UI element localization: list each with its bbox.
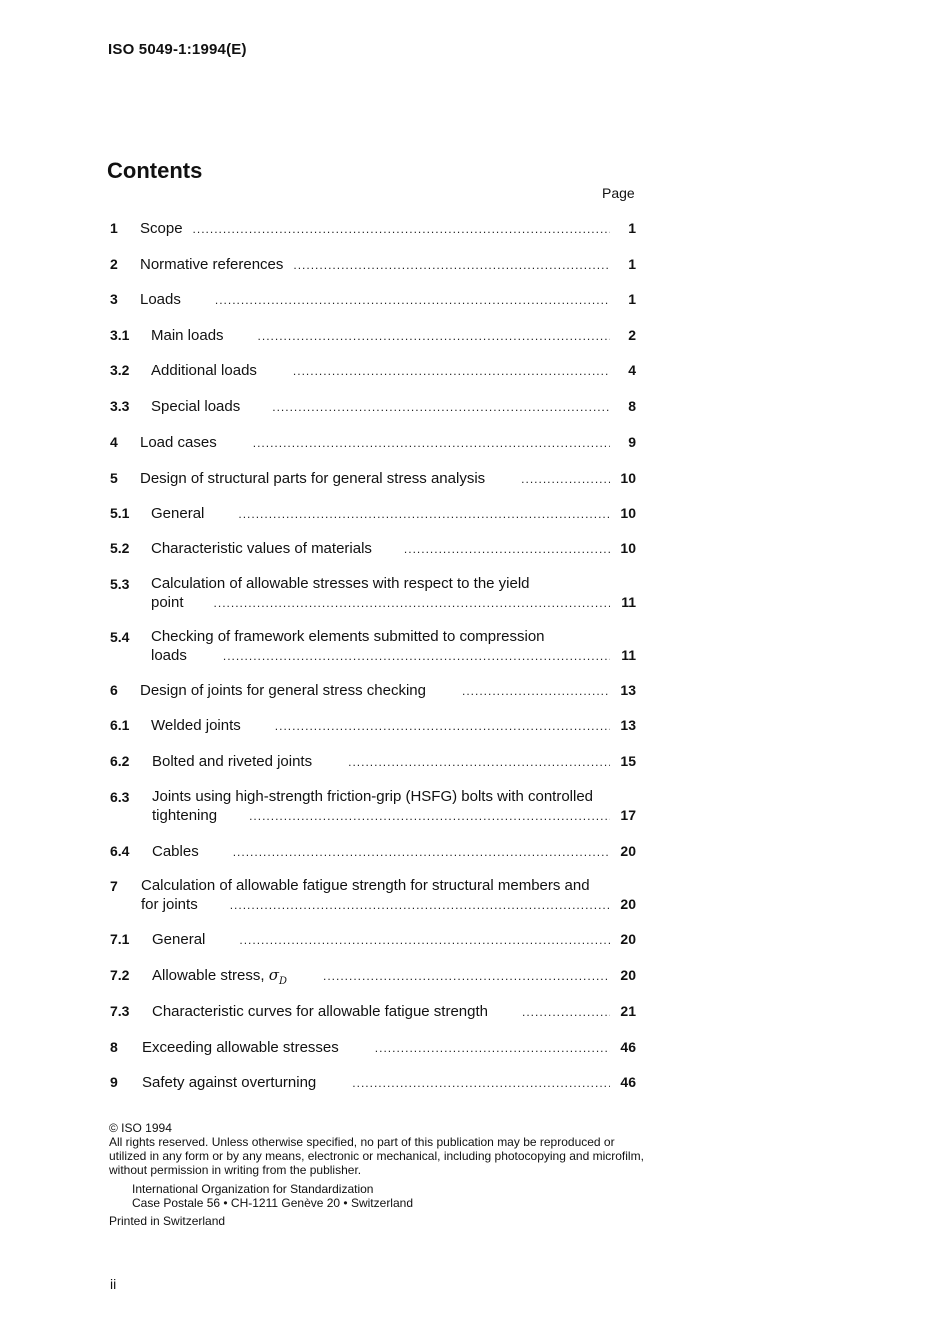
toc-entry-2[interactable] [110, 255, 636, 274]
document-id: ISO 5049-1:1994(E) [108, 41, 247, 58]
toc-entry-number: 6.2 [110, 753, 130, 769]
toc-entry-title: General [151, 505, 205, 522]
leader-dots [522, 1003, 610, 1021]
toc-entry-1[interactable] [110, 219, 636, 238]
toc-entry-page: 1 [628, 220, 636, 236]
toc-entry-title-line2: for joints [141, 896, 198, 913]
toc-entry-7-1[interactable] [110, 930, 636, 949]
leader-dots [238, 505, 610, 523]
toc-entry-6-3[interactable] [110, 788, 636, 825]
toc-entry-3[interactable] [110, 290, 636, 309]
leader-dots [214, 594, 610, 612]
toc-entry-number: 5.1 [110, 505, 130, 521]
page-column-label: Page [602, 185, 635, 201]
leader-dots [352, 1074, 610, 1092]
leader-dots [348, 753, 610, 771]
toc-entry-page: 10 [620, 470, 636, 486]
toc-entry-title-line2: point [151, 594, 184, 611]
toc-entry-title: Characteristic values of materials [151, 540, 372, 557]
toc-entry-page: 10 [620, 540, 636, 556]
toc-entry-page: 1 [628, 256, 636, 272]
toc-entry-3-1[interactable] [110, 326, 636, 345]
leader-dots [193, 220, 610, 238]
toc-entry-number: 9 [110, 1074, 118, 1090]
toc-entry-number: 5 [110, 470, 118, 486]
leader-dots [230, 896, 610, 914]
toc-entry-title: Design of joints for general stress checking [140, 682, 426, 699]
toc-entry-number: 3.3 [110, 398, 130, 414]
toc-entry-page: 13 [620, 682, 636, 698]
leader-dots [233, 843, 610, 861]
toc-entry-page: 2 [628, 327, 636, 343]
page-title: Contents [107, 158, 203, 183]
toc-entry-page: 11 [621, 594, 636, 610]
toc-entry-5-1[interactable] [110, 504, 636, 523]
leader-dots [462, 682, 610, 700]
toc-entry-title [152, 966, 287, 991]
copyright-notice [109, 1121, 649, 1228]
toc-entry-page: 4 [628, 362, 636, 378]
toc-entry-page: 13 [620, 717, 636, 733]
toc-entry-page: 10 [620, 505, 636, 521]
organization-name: International Organization for Standardization [132, 1182, 374, 1196]
toc-entry-title: Characteristic curves for allowable fatigue strength [152, 1003, 488, 1020]
toc-entry-8[interactable] [110, 1038, 636, 1057]
toc-entry-number: 6.3 [110, 789, 130, 805]
toc-entry-title: Main loads [151, 327, 224, 344]
toc-entry-page: 20 [620, 967, 636, 983]
toc-entry-title: Cables [152, 843, 199, 860]
toc-entry-number: 5.4 [110, 629, 130, 645]
leader-dots [323, 967, 610, 985]
toc-entry-3-2[interactable] [110, 361, 636, 380]
toc-entry-page: 20 [620, 931, 636, 947]
leader-dots [375, 1039, 610, 1057]
organization-address: Case Postale 56 • CH-1211 Genève 20 • Switzerland [132, 1196, 413, 1210]
toc-entry-title: Design of structural parts for general stress analysis [140, 470, 486, 487]
toc-entry-number: 7 [110, 878, 118, 894]
leader-dots [521, 470, 610, 488]
toc-entry-title: Exceeding allowable stresses [142, 1039, 339, 1056]
toc-entry-title: Safety against overturning [142, 1074, 317, 1091]
toc-entry-page: 21 [620, 1003, 636, 1019]
page-number: ii [110, 1276, 117, 1292]
toc-entry-title: Scope [140, 220, 183, 237]
toc-entry-title-line1: Joints using high-strength friction-grip (HSFG) bolts with controlled [152, 788, 594, 805]
toc-entry-title-text: Allowable stress, [152, 967, 265, 984]
toc-entry-6[interactable] [110, 681, 636, 700]
toc-entry-page: 8 [628, 398, 636, 414]
toc-entry-title: Bolted and riveted joints [152, 753, 313, 770]
toc-entry-title-line1: Checking of framework elements submitted to compression [151, 628, 545, 645]
toc-entry-title: Special loads [151, 398, 241, 415]
toc-entry-title: Loads [140, 291, 181, 308]
toc-entry-number: 5.3 [110, 576, 130, 592]
toc-entry-7[interactable] [110, 877, 636, 914]
toc-entry-number: 3.1 [110, 327, 130, 343]
leader-dots [239, 931, 610, 949]
leader-dots [215, 291, 610, 309]
printed-in: Printed in Switzerland [109, 1214, 226, 1228]
toc-entry-6-1[interactable] [110, 716, 636, 735]
toc-entry-page: 17 [620, 807, 636, 823]
toc-entry-title-line1: Calculation of allowable fatigue strength for structural members and [141, 877, 590, 894]
toc-entry-6-2[interactable] [110, 752, 636, 771]
leader-dots [275, 717, 610, 735]
toc-entry-5[interactable] [110, 469, 636, 488]
toc-entry-page: 11 [621, 647, 636, 663]
leader-dots [293, 256, 610, 274]
toc-entry-page: 15 [620, 753, 636, 769]
toc-entry-number: 1 [110, 220, 118, 236]
leader-dots [293, 362, 610, 380]
toc-entry-page: 9 [628, 434, 636, 450]
toc-entry-number: 2 [110, 256, 118, 272]
toc-entry-page: 20 [620, 896, 636, 912]
sigma-d-symbol: $\sigma_D$ [268, 966, 287, 987]
toc-entry-number: 7.2 [110, 967, 130, 983]
toc-entry-title-line2: loads [151, 647, 187, 664]
toc-entry-page: 1 [628, 291, 636, 307]
toc-entry-number: 7.1 [110, 931, 130, 947]
toc-entry-title: General [152, 931, 206, 948]
toc-entry-number: 5.2 [110, 540, 130, 556]
toc-entry-number: 7.3 [110, 1003, 130, 1019]
toc-entry-6-4[interactable] [110, 842, 636, 861]
toc-entry-title: Load cases [140, 434, 217, 451]
toc-entry-3-3[interactable] [110, 397, 636, 416]
leader-dots [253, 434, 610, 452]
toc-entry-7-3[interactable] [110, 1002, 636, 1021]
toc-entry-4[interactable] [110, 433, 636, 452]
toc-entry-number: 8 [110, 1039, 118, 1055]
leader-dots [249, 807, 610, 825]
toc-entry-9[interactable] [110, 1073, 636, 1092]
toc-entry-page: 46 [620, 1039, 636, 1055]
toc-entry-title-line2: tightening [152, 807, 218, 824]
toc-entry-7-2[interactable] [110, 966, 636, 991]
toc-entry-5-2[interactable] [110, 539, 636, 558]
toc-entry-number: 6 [110, 682, 118, 698]
toc-entry-title-line1: Calculation of allowable stresses with respect to the yield [151, 575, 530, 592]
toc-entry-title: Additional loads [151, 362, 257, 379]
toc-entry-5-4[interactable] [110, 628, 636, 665]
leader-dots [272, 398, 610, 416]
leader-dots [404, 540, 610, 558]
toc-entry-number: 4 [110, 434, 118, 450]
rights-statement: All rights reserved. Unless otherwise specified, no part of this publication may be reproduced or utilized in any form or by any means, electronic or mechanical, including photocopying and microfilm, without permission in writing from the publisher. [109, 1135, 644, 1177]
copyright-line: © ISO 1994 [109, 1121, 172, 1135]
toc-entry-page: 46 [620, 1074, 636, 1090]
toc-entry-page: 20 [620, 843, 636, 859]
toc-entry-number: 3.2 [110, 362, 130, 378]
leader-dots [223, 647, 610, 665]
toc-entry-number: 6.4 [110, 843, 130, 859]
toc-entry-number: 3 [110, 291, 118, 307]
toc-entry-5-3[interactable] [110, 575, 636, 612]
toc-entry-title: Normative references [140, 256, 284, 273]
toc-entry-number: 6.1 [110, 717, 130, 733]
toc-entry-title: Welded joints [151, 717, 241, 734]
leader-dots [258, 327, 610, 345]
